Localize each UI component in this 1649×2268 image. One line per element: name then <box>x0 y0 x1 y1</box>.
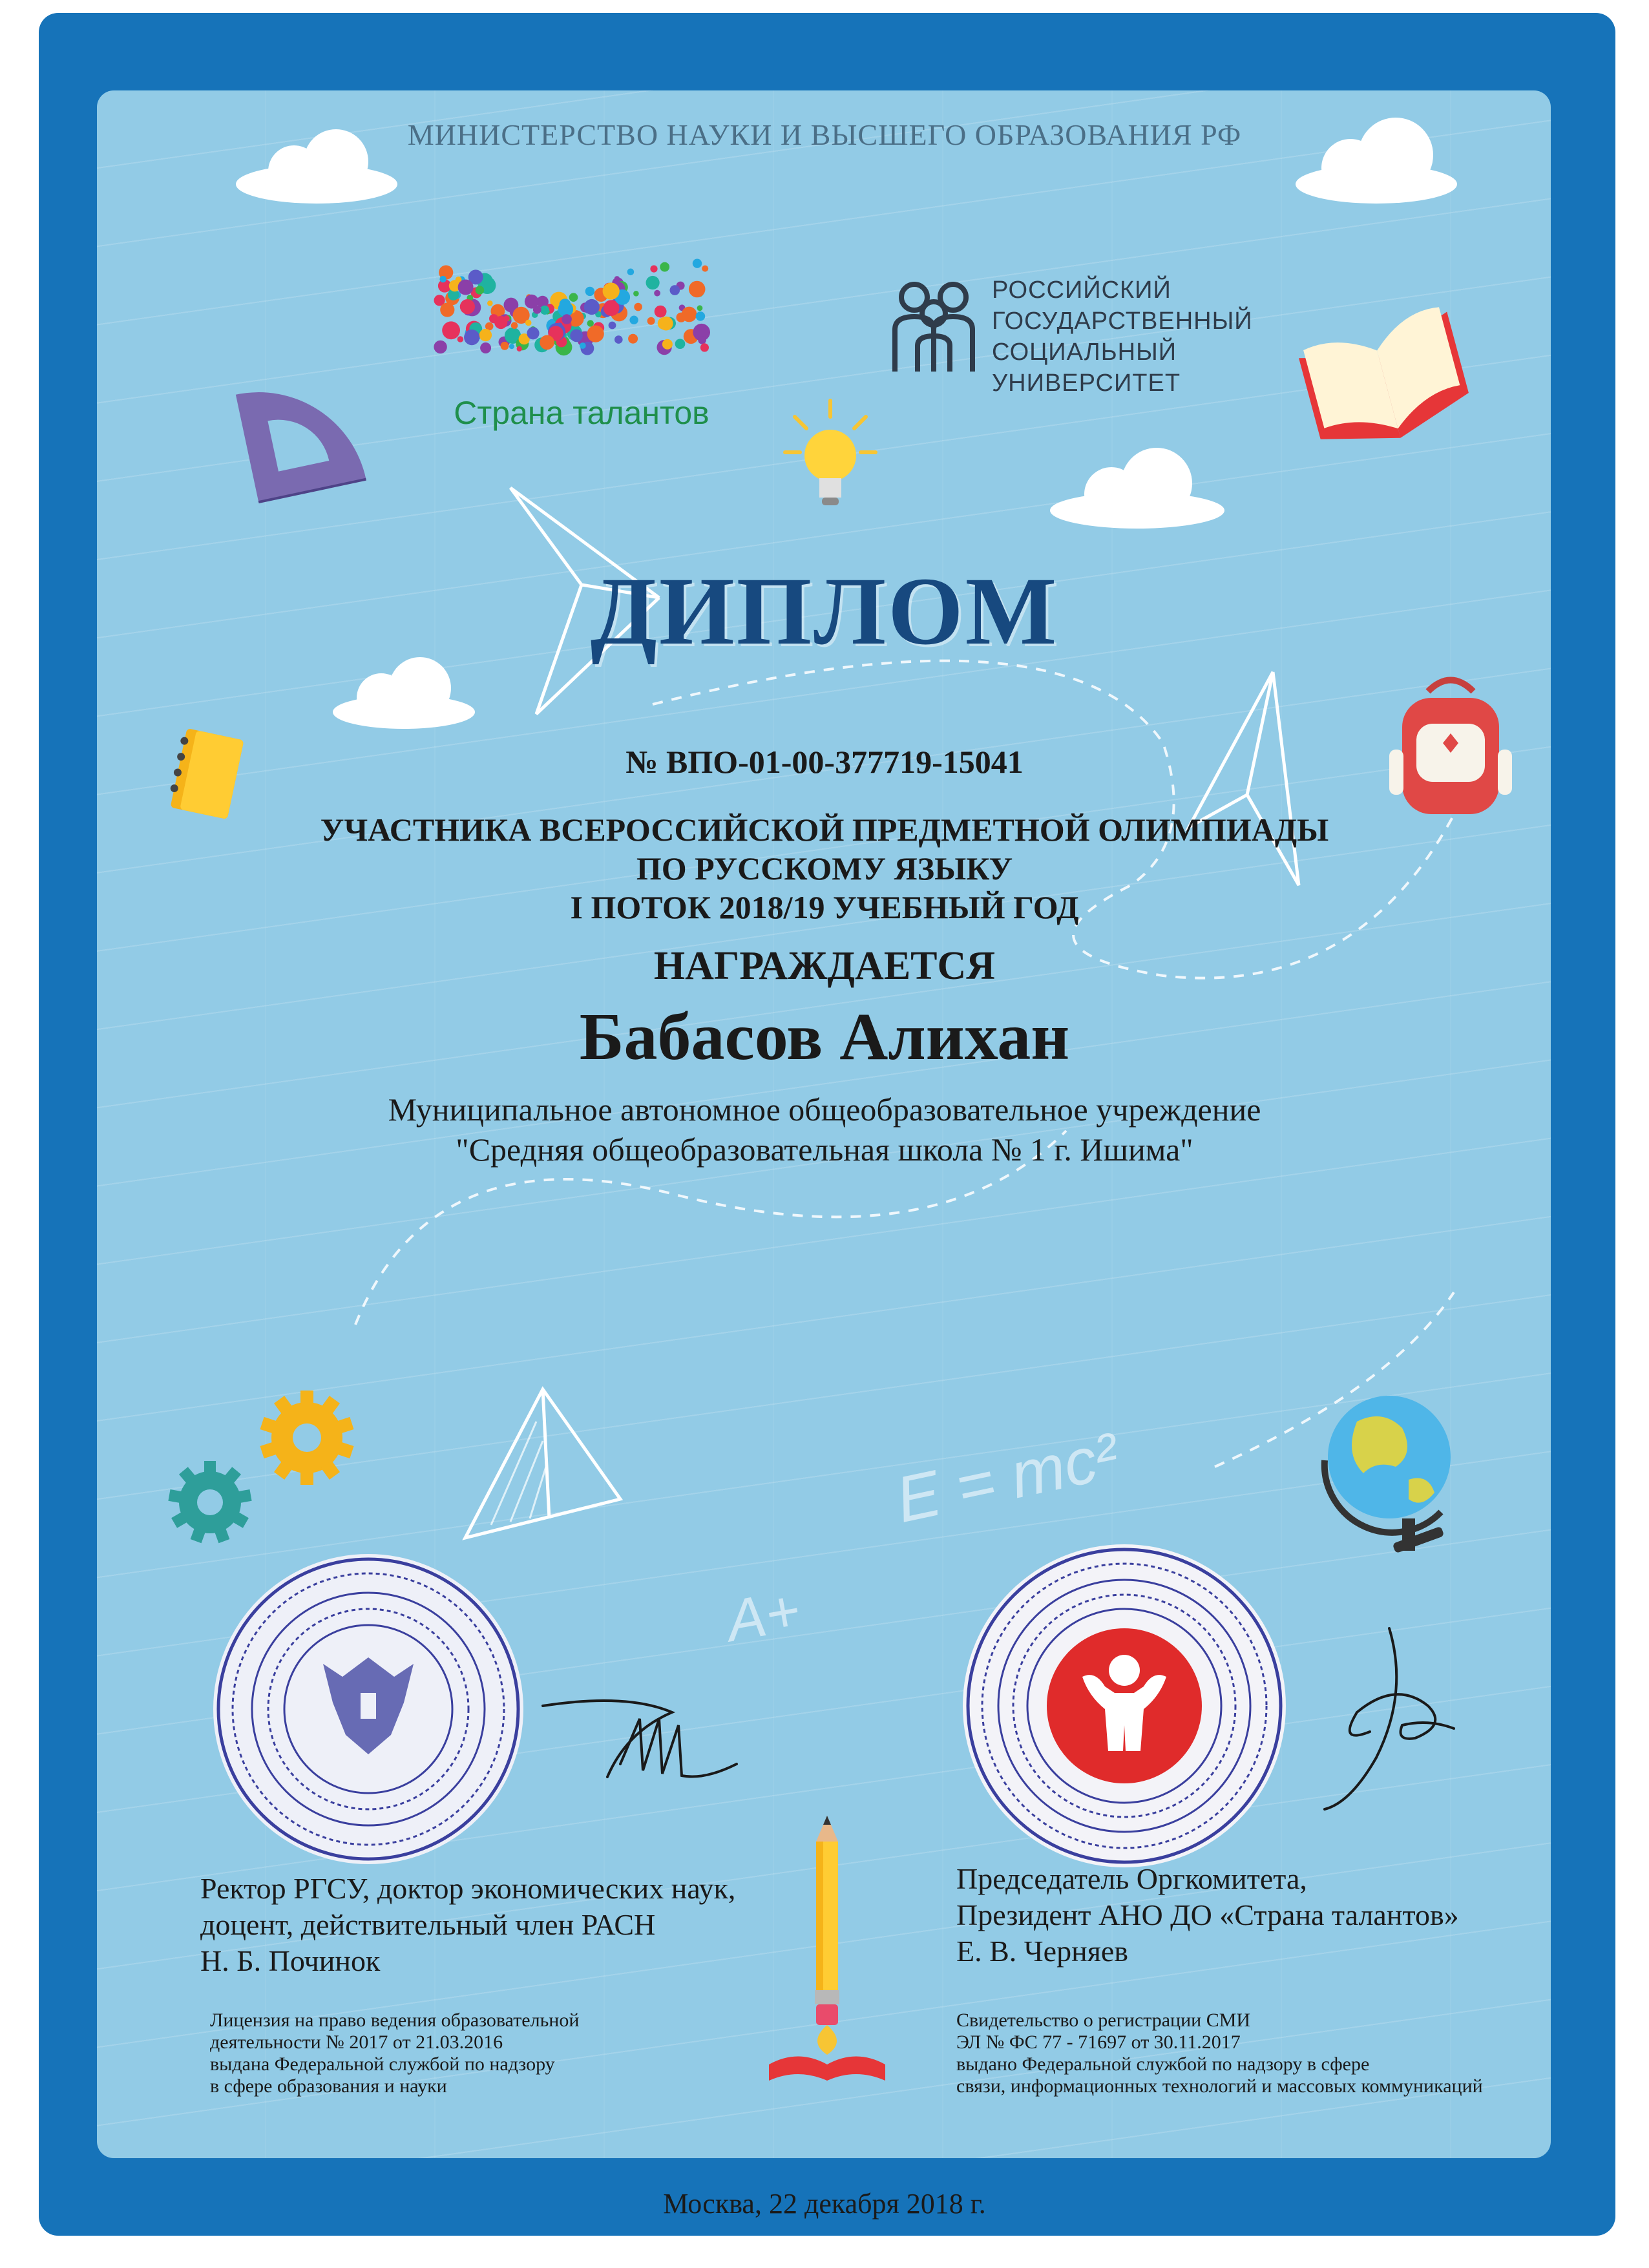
open-book-icon <box>1292 291 1480 452</box>
lightbulb-icon <box>782 397 879 520</box>
rector-signatory <box>200 1871 735 1979</box>
signature-rector <box>530 1667 750 1809</box>
signature-president <box>1299 1615 1467 1829</box>
cloud-icon <box>233 129 401 207</box>
gear-icon <box>252 1383 362 1493</box>
president-name: Е. В. Черняев <box>956 1935 1129 1968</box>
pyramid-sketch-icon <box>452 1383 640 1551</box>
place-and-date: Москва, 22 декабря 2018 г. <box>663 2188 986 2220</box>
protractor-icon <box>226 359 414 507</box>
rector-title-line-1: Ректор РГСУ, доктор экономических наук, <box>200 1872 736 1905</box>
award-line-1: УЧАСТНИКА ВСЕРОССИЙСКОЙ ПРЕДМЕТНОЙ ОЛИМПИАДЫ <box>320 812 1329 848</box>
pencil-icon <box>750 1809 905 2087</box>
rgsu-name: РОССИЙСКИЙ ГОСУДАРСТВЕННЫЙ СОЦИАЛЬНЫЙ УНИВЕРСИТЕТ <box>992 277 1253 397</box>
license-info: Лицензия на право ведения образовательной деятельности № 2017 от 21.03.2016 выдана Федеральной службой по надзору в сфере образования и науки <box>210 2010 580 2097</box>
formula-decoration: E = mc² <box>890 1419 1125 1537</box>
strana-talantov-map-logo <box>426 220 724 388</box>
media-registration-info: Свидетельство о регистрации СМИ ЭЛ № ФС 77 - 71697 от 30.11.2017 выдано Федеральной службой по надзору в сфере связи, информационных технологий и массовых коммуникаций <box>956 2010 1483 2097</box>
awarded-label: НАГРАЖДАЕТСЯ <box>653 944 996 988</box>
grade-decoration: A+ <box>722 1577 805 1655</box>
cloud-icon <box>1292 116 1460 207</box>
school-line-1: Муниципальное автономное общеобразовательное учреждение <box>388 1091 1261 1128</box>
recipient-name: Бабасов Алихан <box>579 1000 1070 1074</box>
president-signatory <box>956 1861 1459 1969</box>
president-title-line-1: Председатель Оргкомитета, <box>956 1862 1307 1895</box>
gear-icon <box>162 1454 258 1551</box>
rgsu-logo-icon <box>885 275 982 378</box>
organization-seal <box>956 1538 1292 1874</box>
president-title-line-2: Президент АНО ДО «Страна талантов» <box>956 1898 1459 1931</box>
rector-title-line-2: доцент, действительный член РАСН <box>200 1908 656 1941</box>
diploma-number: № ВПО-01-00-377719-15041 <box>625 744 1024 780</box>
strana-talantov-brand: Страна талантов <box>454 395 709 431</box>
award-line-3: I ПОТОК 2018/19 УЧЕБНЫЙ ГОД <box>570 889 1079 925</box>
school-line-2: "Средняя общеобразовательная школа № 1 г. Ишима" <box>456 1131 1193 1168</box>
university-seal <box>207 1548 530 1871</box>
rector-name: Н. Б. Починок <box>200 1944 381 1977</box>
globe-icon <box>1305 1383 1486 1570</box>
ministry-header: МИНИСТЕРСТВО НАУКИ И ВЫСШЕГО ОБРАЗОВАНИЯ РФ <box>407 118 1242 151</box>
award-line-2: ПО РУССКОМУ ЯЗЫКУ <box>636 850 1013 887</box>
diploma-title: ДИПЛОМ <box>590 558 1059 665</box>
cloud-icon <box>1047 446 1228 530</box>
